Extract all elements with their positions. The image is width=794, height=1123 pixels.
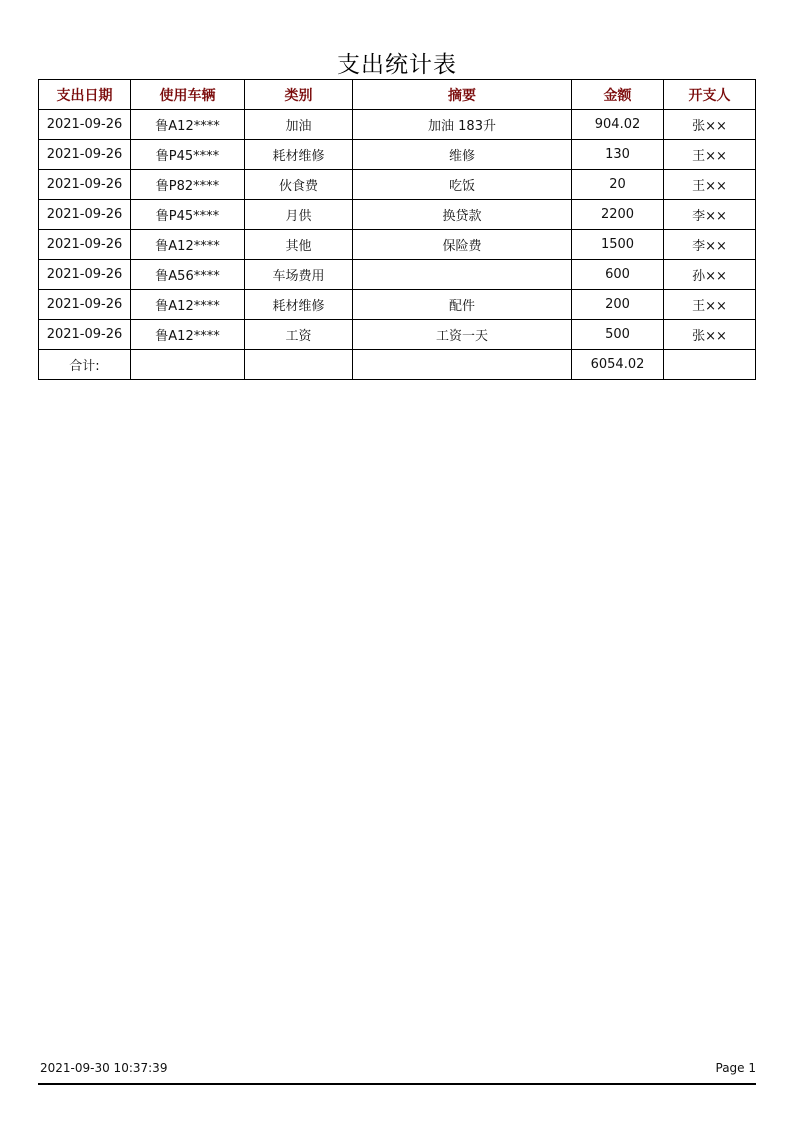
cell-category: 工资 — [245, 320, 353, 350]
total-empty-cell — [353, 350, 572, 380]
cell-category: 车场费用 — [245, 260, 353, 290]
cell-date: 2021-09-26 — [39, 260, 131, 290]
cell-summary: 吃饭 — [353, 170, 572, 200]
cell-vehicle: 鲁A12**** — [131, 290, 245, 320]
cell-vehicle: 鲁A12**** — [131, 230, 245, 260]
header-vehicle: 使用车辆 — [131, 80, 245, 110]
print-timestamp: 2021-09-30 10:37:39 — [40, 1061, 168, 1075]
table-header-row — [39, 80, 756, 110]
cell-summary: 维修 — [353, 140, 572, 170]
total-empty-cell — [664, 350, 756, 380]
cell-summary: 换贷款 — [353, 200, 572, 230]
cell-payer: 王×× — [664, 170, 756, 200]
cell-payer: 王×× — [664, 290, 756, 320]
cell-date: 2021-09-26 — [39, 140, 131, 170]
total-empty-cell — [131, 350, 245, 380]
cell-payer: 孙×× — [664, 260, 756, 290]
footer-divider — [38, 1083, 756, 1085]
cell-date: 2021-09-26 — [39, 230, 131, 260]
cell-vehicle: 鲁A56**** — [131, 260, 245, 290]
table-row — [39, 110, 756, 140]
cell-date: 2021-09-26 — [39, 110, 131, 140]
table-row — [39, 230, 756, 260]
header-payer: 开支人 — [664, 80, 756, 110]
table-row — [39, 320, 756, 350]
cell-summary: 加油 183升 — [353, 110, 572, 140]
cell-amount: 130 — [572, 140, 664, 170]
cell-date: 2021-09-26 — [39, 200, 131, 230]
table-row — [39, 140, 756, 170]
cell-date: 2021-09-26 — [39, 290, 131, 320]
header-date: 支出日期 — [39, 80, 131, 110]
cell-vehicle: 鲁P45**** — [131, 200, 245, 230]
table-row — [39, 170, 756, 200]
cell-vehicle: 鲁P45**** — [131, 140, 245, 170]
cell-amount: 20 — [572, 170, 664, 200]
cell-amount: 904.02 — [572, 110, 664, 140]
cell-category: 月供 — [245, 200, 353, 230]
table-row — [39, 290, 756, 320]
cell-vehicle: 鲁A12**** — [131, 110, 245, 140]
cell-date: 2021-09-26 — [39, 170, 131, 200]
cell-amount: 2200 — [572, 200, 664, 230]
cell-payer: 王×× — [664, 140, 756, 170]
expense-table — [38, 79, 756, 380]
cell-amount: 1500 — [572, 230, 664, 260]
cell-payer: 李×× — [664, 230, 756, 260]
cell-category: 伙食费 — [245, 170, 353, 200]
cell-vehicle: 鲁A12**** — [131, 320, 245, 350]
header-summary: 摘要 — [353, 80, 572, 110]
cell-amount: 200 — [572, 290, 664, 320]
total-amount: 6054.02 — [572, 350, 664, 380]
table-row — [39, 260, 756, 290]
cell-date: 2021-09-26 — [39, 320, 131, 350]
header-category: 类别 — [245, 80, 353, 110]
total-row — [39, 350, 756, 380]
total-label: 合计: — [39, 350, 131, 380]
cell-amount: 500 — [572, 320, 664, 350]
cell-summary: 保险费 — [353, 230, 572, 260]
cell-category: 耗材维修 — [245, 140, 353, 170]
cell-category: 其他 — [245, 230, 353, 260]
total-empty-cell — [245, 350, 353, 380]
page-number: Page 1 — [715, 1061, 756, 1075]
cell-payer: 张×× — [664, 110, 756, 140]
cell-summary: 配件 — [353, 290, 572, 320]
header-amount: 金额 — [572, 80, 664, 110]
cell-payer: 李×× — [664, 200, 756, 230]
cell-vehicle: 鲁P82**** — [131, 170, 245, 200]
cell-summary — [353, 260, 572, 290]
cell-category: 耗材维修 — [245, 290, 353, 320]
cell-payer: 张×× — [664, 320, 756, 350]
cell-amount: 600 — [572, 260, 664, 290]
cell-summary: 工资一天 — [353, 320, 572, 350]
table-row — [39, 200, 756, 230]
report-title: 支出统计表 — [337, 52, 457, 78]
cell-category: 加油 — [245, 110, 353, 140]
